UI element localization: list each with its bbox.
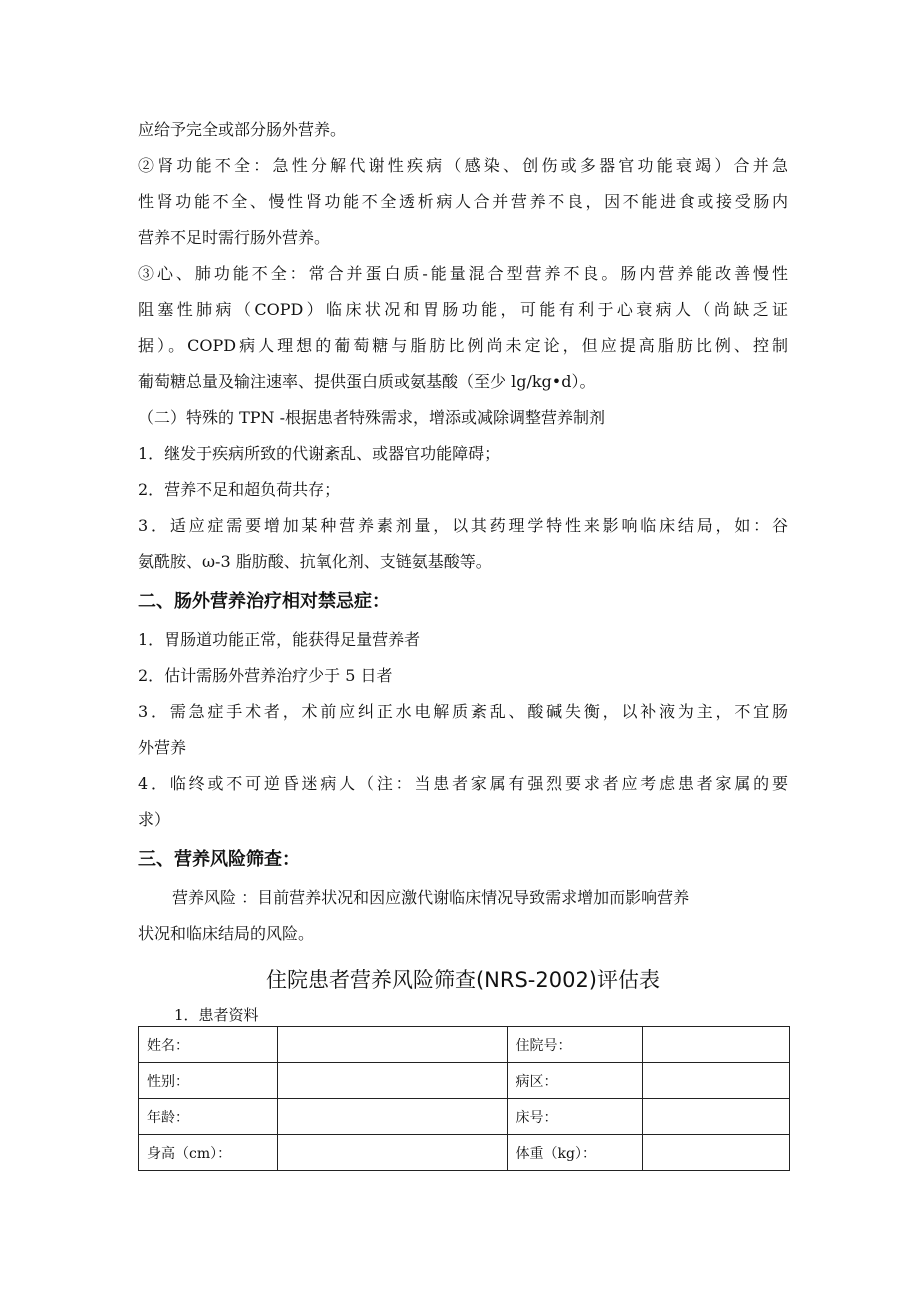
section-heading-risk-screening: 三、营养风险筛查：	[138, 849, 300, 870]
table-value-cell[interactable]	[642, 1063, 789, 1099]
table-row	[139, 1099, 790, 1135]
document-content	[138, 112, 788, 1171]
table-row	[139, 1027, 790, 1063]
paragraph-line: 氨酰胺、ω-3 脂肪酸、抗氧化剂、支链氨基酸等。	[138, 552, 492, 571]
paragraph-line: ③心、肺功能不全：常合并蛋白质-能量混合型营养不良。肠内营养能改善慢性	[138, 264, 788, 283]
list-item: 3．需急症手术者，术前应纠正水电解质紊乱、酸碱失衡，以补液为主，不宜肠	[138, 702, 788, 721]
table-label-cell: 身高（cm）：	[139, 1135, 278, 1171]
list-item-continuation: 求）	[138, 810, 171, 829]
paragraph-line: 营养不足时需行肠外营养。	[138, 228, 331, 247]
table-value-cell[interactable]	[278, 1063, 507, 1099]
table-value-cell[interactable]	[278, 1135, 507, 1171]
list-item: 2．估计需肠外营养治疗少于 5 日者	[138, 666, 393, 685]
table-value-cell[interactable]	[642, 1099, 789, 1135]
table-label-cell: 性别：	[139, 1063, 278, 1099]
form-subtitle: 1．患者资料	[174, 1006, 259, 1024]
table-label-cell: 住院号：	[507, 1027, 642, 1063]
table-label-cell: 年龄：	[139, 1099, 278, 1135]
table-value-cell[interactable]	[642, 1027, 789, 1063]
table-label-cell: 床号：	[507, 1099, 642, 1135]
section-heading-contraindications: 二、肠外营养治疗相对禁忌症：	[138, 591, 390, 612]
table-value-cell[interactable]	[642, 1135, 789, 1171]
table-label-cell: 姓名：	[139, 1027, 278, 1063]
paragraph-line: 葡萄糖总量及输注速率、提供蛋白质或氨基酸（至少 lg/kg•d）。	[138, 372, 596, 391]
paragraph-line: 阻塞性肺病（COPD）临床状况和胃肠功能，可能有利于心衰病人（尚缺乏证	[138, 300, 788, 319]
paragraph-line: 状况和临床结局的风险。	[138, 924, 315, 943]
paragraph-line: 据）。COPD病人理想的葡萄糖与脂肪比例尚未定论，但应提高脂肪比例、控制	[138, 336, 788, 355]
paragraph-line: （二）特殊的 TPN -根据患者特殊需求，增添或减除调整营养制剂	[138, 408, 606, 427]
table-row	[139, 1063, 790, 1099]
list-item: 1．胃肠道功能正常，能获得足量营养者	[138, 630, 421, 649]
list-item-continuation: 外营养	[138, 738, 187, 757]
paragraph-line: 3．适应症需要增加某种营养素剂量，以其药理学特性来影响临床结局，如：谷	[138, 516, 788, 535]
table-label-cell: 体重（kg）：	[507, 1135, 642, 1171]
table-value-cell[interactable]	[278, 1099, 507, 1135]
table-label-cell: 病区：	[507, 1063, 642, 1099]
paragraph-line: 性肾功能不全、慢性肾功能不全透析病人合并营养不良，因不能进食或接受肠内	[138, 192, 788, 211]
list-item: 4．临终或不可逆昏迷病人（注：当患者家属有强烈要求者应考虑患者家属的要	[138, 774, 788, 793]
paragraph-line: 1．继发于疾病所致的代谢紊乱、或器官功能障碍；	[138, 444, 501, 463]
form-title: 住院患者营养风险筛查(NRS-2002)评估表	[265, 968, 661, 992]
paragraph-line: ②肾功能不全：急性分解代谢性疾病（感染、创伤或多器官功能衰竭）合并急	[138, 156, 788, 175]
table-value-cell[interactable]	[278, 1027, 507, 1063]
paragraph-line: 2．营养不足和超负荷共存；	[138, 480, 341, 499]
table-row	[139, 1135, 790, 1171]
paragraph-line: 应给予完全或部分肠外营养。	[138, 120, 347, 139]
patient-info-table	[138, 1026, 790, 1171]
paragraph-line: 营养风险 ：目前营养状况和因应激代谢临床情况导致需求增加而影响营养	[172, 888, 690, 907]
